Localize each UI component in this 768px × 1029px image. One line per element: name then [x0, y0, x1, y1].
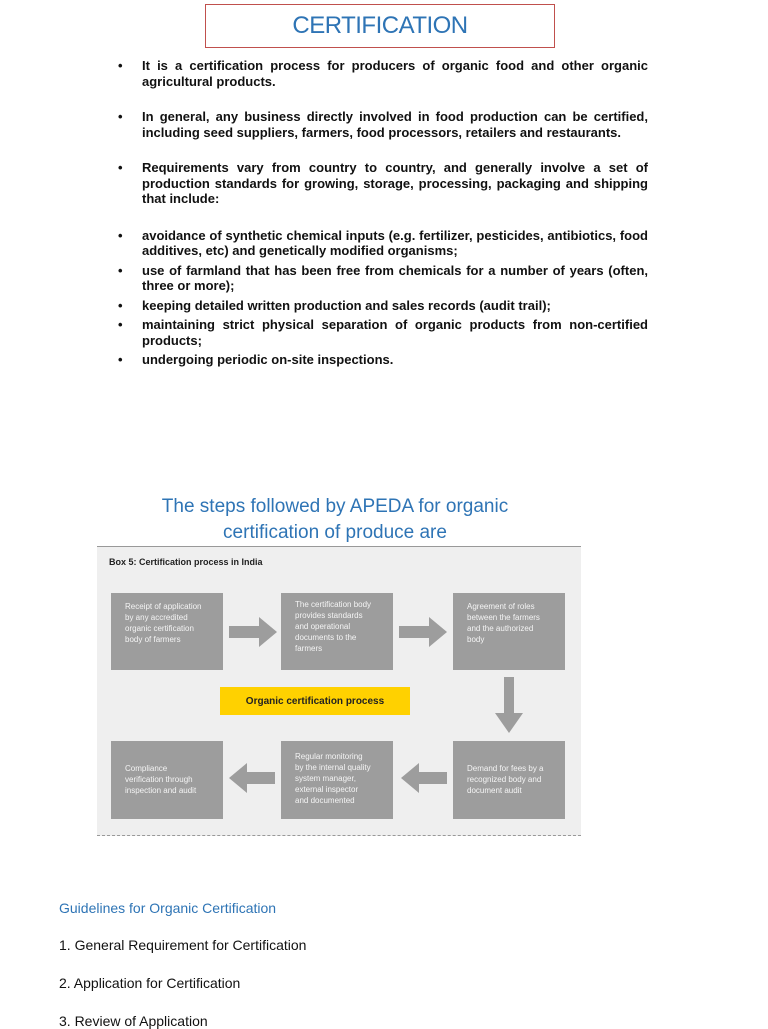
step-text: documents to the: [295, 633, 357, 642]
bullet-item: • avoidance of synthetic chemical inputs (e.g. fertilizer, pesticides, antibiotics, food additives, etc) and genetically modified organisms;: [118, 228, 648, 259]
step-text: and operational: [295, 622, 351, 631]
step-demand-for-fees: [453, 741, 565, 819]
step-text: recognized body and: [467, 775, 542, 784]
step-compliance-verification: [111, 741, 223, 819]
step-text: Agreement of roles: [467, 602, 535, 611]
step-text: body of farmers: [125, 635, 181, 644]
step-text: The certification body: [295, 600, 372, 609]
step-text: provides standards: [295, 611, 363, 620]
steps-heading: [95, 494, 575, 546]
step-text: organic certification: [125, 624, 194, 633]
step-text: by the internal quality: [295, 763, 371, 772]
step-certification-body-standards: [281, 593, 393, 670]
diagram-box-title: Box 5: Certification process in India: [109, 557, 263, 567]
step-text: inspection and audit: [125, 786, 197, 795]
arrow-right-icon: [399, 617, 447, 647]
bullet-item: • maintaining strict physical separation of organic products from non-certified products;: [118, 317, 648, 348]
arrow-left-icon: [401, 763, 447, 793]
bullet-list: [118, 58, 648, 368]
step-text: by any accredited: [125, 613, 188, 622]
step-text: verification through: [125, 775, 193, 784]
steps-heading-line2: certification of produce are: [223, 522, 447, 543]
step-text: system manager,: [295, 774, 356, 783]
guideline-item: 1. General Requirement for Certification: [59, 937, 307, 953]
step-text: and the authorized: [467, 624, 534, 633]
steps-heading-line1: The steps followed by APEDA for organic: [161, 496, 509, 517]
step-text: and documented: [295, 796, 355, 805]
step-text: Regular monitoring: [295, 752, 363, 761]
step-text: between the farmers: [467, 613, 540, 622]
organic-certification-process-label: Organic certification process: [220, 687, 410, 715]
step-agreement-of-roles: [453, 593, 565, 670]
arrow-right-icon: [229, 617, 277, 647]
step-text: document audit: [467, 786, 522, 795]
step-receipt-of-application: [111, 593, 223, 670]
arrow-left-icon: [229, 763, 275, 793]
certification-process-diagram: [97, 546, 581, 836]
step-text: Receipt of application: [125, 602, 202, 611]
guidelines-title: Guidelines for Organic Certification: [59, 900, 277, 916]
step-text: Demand for fees by a: [467, 764, 544, 773]
guideline-item: 3. Review of Application: [59, 1013, 208, 1029]
title-box: [205, 4, 555, 48]
bullet-item: • use of farmland that has been free from chemicals for a number of years (often, three or more);: [118, 263, 648, 294]
step-regular-monitoring: [281, 741, 393, 819]
bullet-item: • Requirements vary from country to country, and generally involve a set of production standards for growing, storage, processing, packaging and shipping that include:: [118, 160, 648, 207]
step-text: external inspector: [295, 785, 359, 794]
bullet-item: • It is a certification process for producers of organic food and other organic agricultural products.: [118, 58, 648, 89]
bullet-item: • undergoing periodic on-site inspections.: [118, 352, 648, 368]
page-title: CERTIFICATION: [292, 12, 468, 39]
bullet-item: • keeping detailed written production and sales records (audit trail);: [118, 298, 648, 314]
step-text: Compliance: [125, 764, 168, 773]
bullet-item: • In general, any business directly involved in food production can be certified, including seed suppliers, farmers, food processors, retailers and restaurants.: [118, 109, 648, 140]
step-text: farmers: [295, 644, 323, 653]
step-text: body: [467, 635, 485, 644]
arrow-down-icon: [495, 677, 523, 733]
guideline-item: 2. Application for Certification: [59, 975, 241, 991]
